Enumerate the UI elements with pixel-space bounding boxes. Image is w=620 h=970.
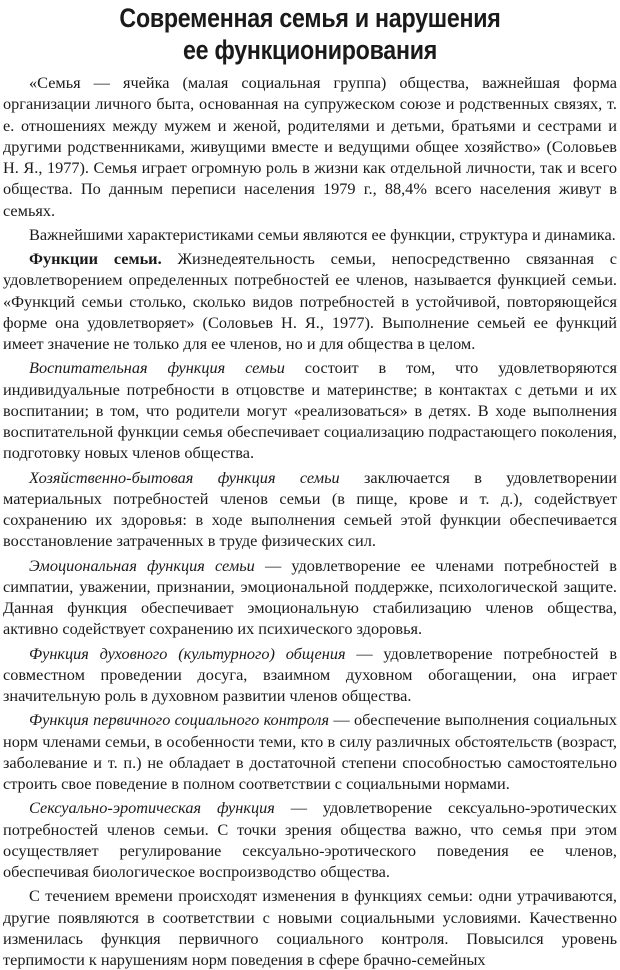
paragraph-term: Сексуально-эротическая функция (29, 798, 275, 818)
paragraph-social-control-function (3, 709, 617, 794)
paragraph-family-characteristics (3, 224, 617, 245)
paragraph-emotional-function (3, 555, 617, 640)
paragraph-educational-function (3, 357, 617, 463)
paragraph-term: Хозяйственно-бытовая функция семьи (29, 467, 340, 487)
paragraph-sexual-function (3, 797, 617, 882)
paragraph-household-function (3, 467, 617, 552)
paragraph-text: С течением времени происходят изменения в функциях семьи: одни утрачиваются, другие появляются в соответствии с новыми социальными условиями. Качественно изменилась функция первичного социального контроля. Повысился уровень терпимости к нарушениям норм поведения в сфере брачно-семейных (3, 886, 617, 969)
paragraph-spiritual-function (3, 643, 617, 707)
body-text (3, 72, 617, 970)
paragraph-text: — обеспечение выполнения социальных норм членами семьи, в особенности теми, кто в силу различных обстоятельств (возраст, заболевание и т. п.) не обладает в достаточной степени способностью самостоятельно строить свое поведение в полном соответствии с социальными нормами. (3, 710, 618, 793)
paragraph-text: — удовлетворение потребностей в совместном проведении досуга, взаимном духовном обогащении, она играет значительную роль в духовном развитии членов общества. (3, 643, 618, 705)
page-title (43, 2, 576, 66)
paragraph-family-definition (3, 72, 617, 221)
paragraph-term: Функция первичного социального контроля (29, 710, 330, 730)
paragraph-text: «Семья — ячейка (малая социальная группа) общества, важнейшая форма организации личного быта, основанная на супружеском союзе и родственных связях, т. е. отношениях между мужем и женой, родителями и детьми, братьями и сестрами и другими родственниками, живущими вместе и ведущими общее хозяйство» (Соловьев Н. Я., 1977). Семья играет огромную роль в жизни как отдельной личности, так и всего общества. По данным переписи населения 1979 г., 88,4% всего населения живут в семьях. (3, 73, 617, 220)
paragraph-text: — удовлетворение ее членами потребностей в симпатии, уважении, признании, эмоциональной поддержке, психологической защите. Данная функция обеспечивает эмоциональную стабилизацию членов общества, активно содействует сохранению их психического здоровья. (3, 555, 617, 639)
paragraph-family-functions (3, 248, 617, 354)
paragraph-text: состоит в том, что удовлетворяются индивидуальные потребности в отцовстве и материнстве; в контактах с детьми и их воспитании; в том, что родители могут «реализоваться» в детях. В ходе выполнения воспитательной функции семья обеспечивает социализацию подрастающего поколения, подготовку новых членов общества. (3, 358, 617, 463)
title-line-1: Современная семья и нарушения (119, 3, 501, 33)
paragraph-term: Эмоциональная функция семьи (29, 555, 255, 575)
title-line-2: ее функционирования (182, 35, 438, 65)
paragraph-heading: Функции семьи. (29, 249, 162, 268)
paragraph-text: Важнейшими характеристиками семьи являются ее функции, структура и динамика. (29, 224, 616, 244)
paragraph-text: заключается в удовлетворении материальных потребностей членов семьи (в пище, крове и т. д.), содействует сохранению их здоровья: в ходе выполнения семьей этой функции обеспечивается восстановление затраченных в труде физических сил. (3, 467, 617, 551)
paragraph-text: — удовлетворение сексуально-эротических потребностей членов семьи. С точки зрения общества важно, что семья при этом осуществляет регулирование сексуально-эротического поведения ее членов, обеспечивая биологическое воспроизводство общества. (3, 798, 617, 881)
paragraph-term: Воспитательная функция семьи (29, 358, 285, 378)
paragraph-term: Функция духовного (культурного) общения (29, 643, 346, 663)
paragraph-function-changes (3, 885, 617, 970)
paragraph-text: Жизнедеятельность семьи, непосредственно связанная с удовлетворением определенных потребностей ее членов, называется функцией семьи. «Функций семьи столько, сколько видов потребностей в устойчивой, повторяющейся форме она удовлетворяет» (Соловьев Н. Я., 1977). Выполнение семьей ее функций имеет значение не только для ее членов, но и для общества в целом. (3, 249, 617, 353)
